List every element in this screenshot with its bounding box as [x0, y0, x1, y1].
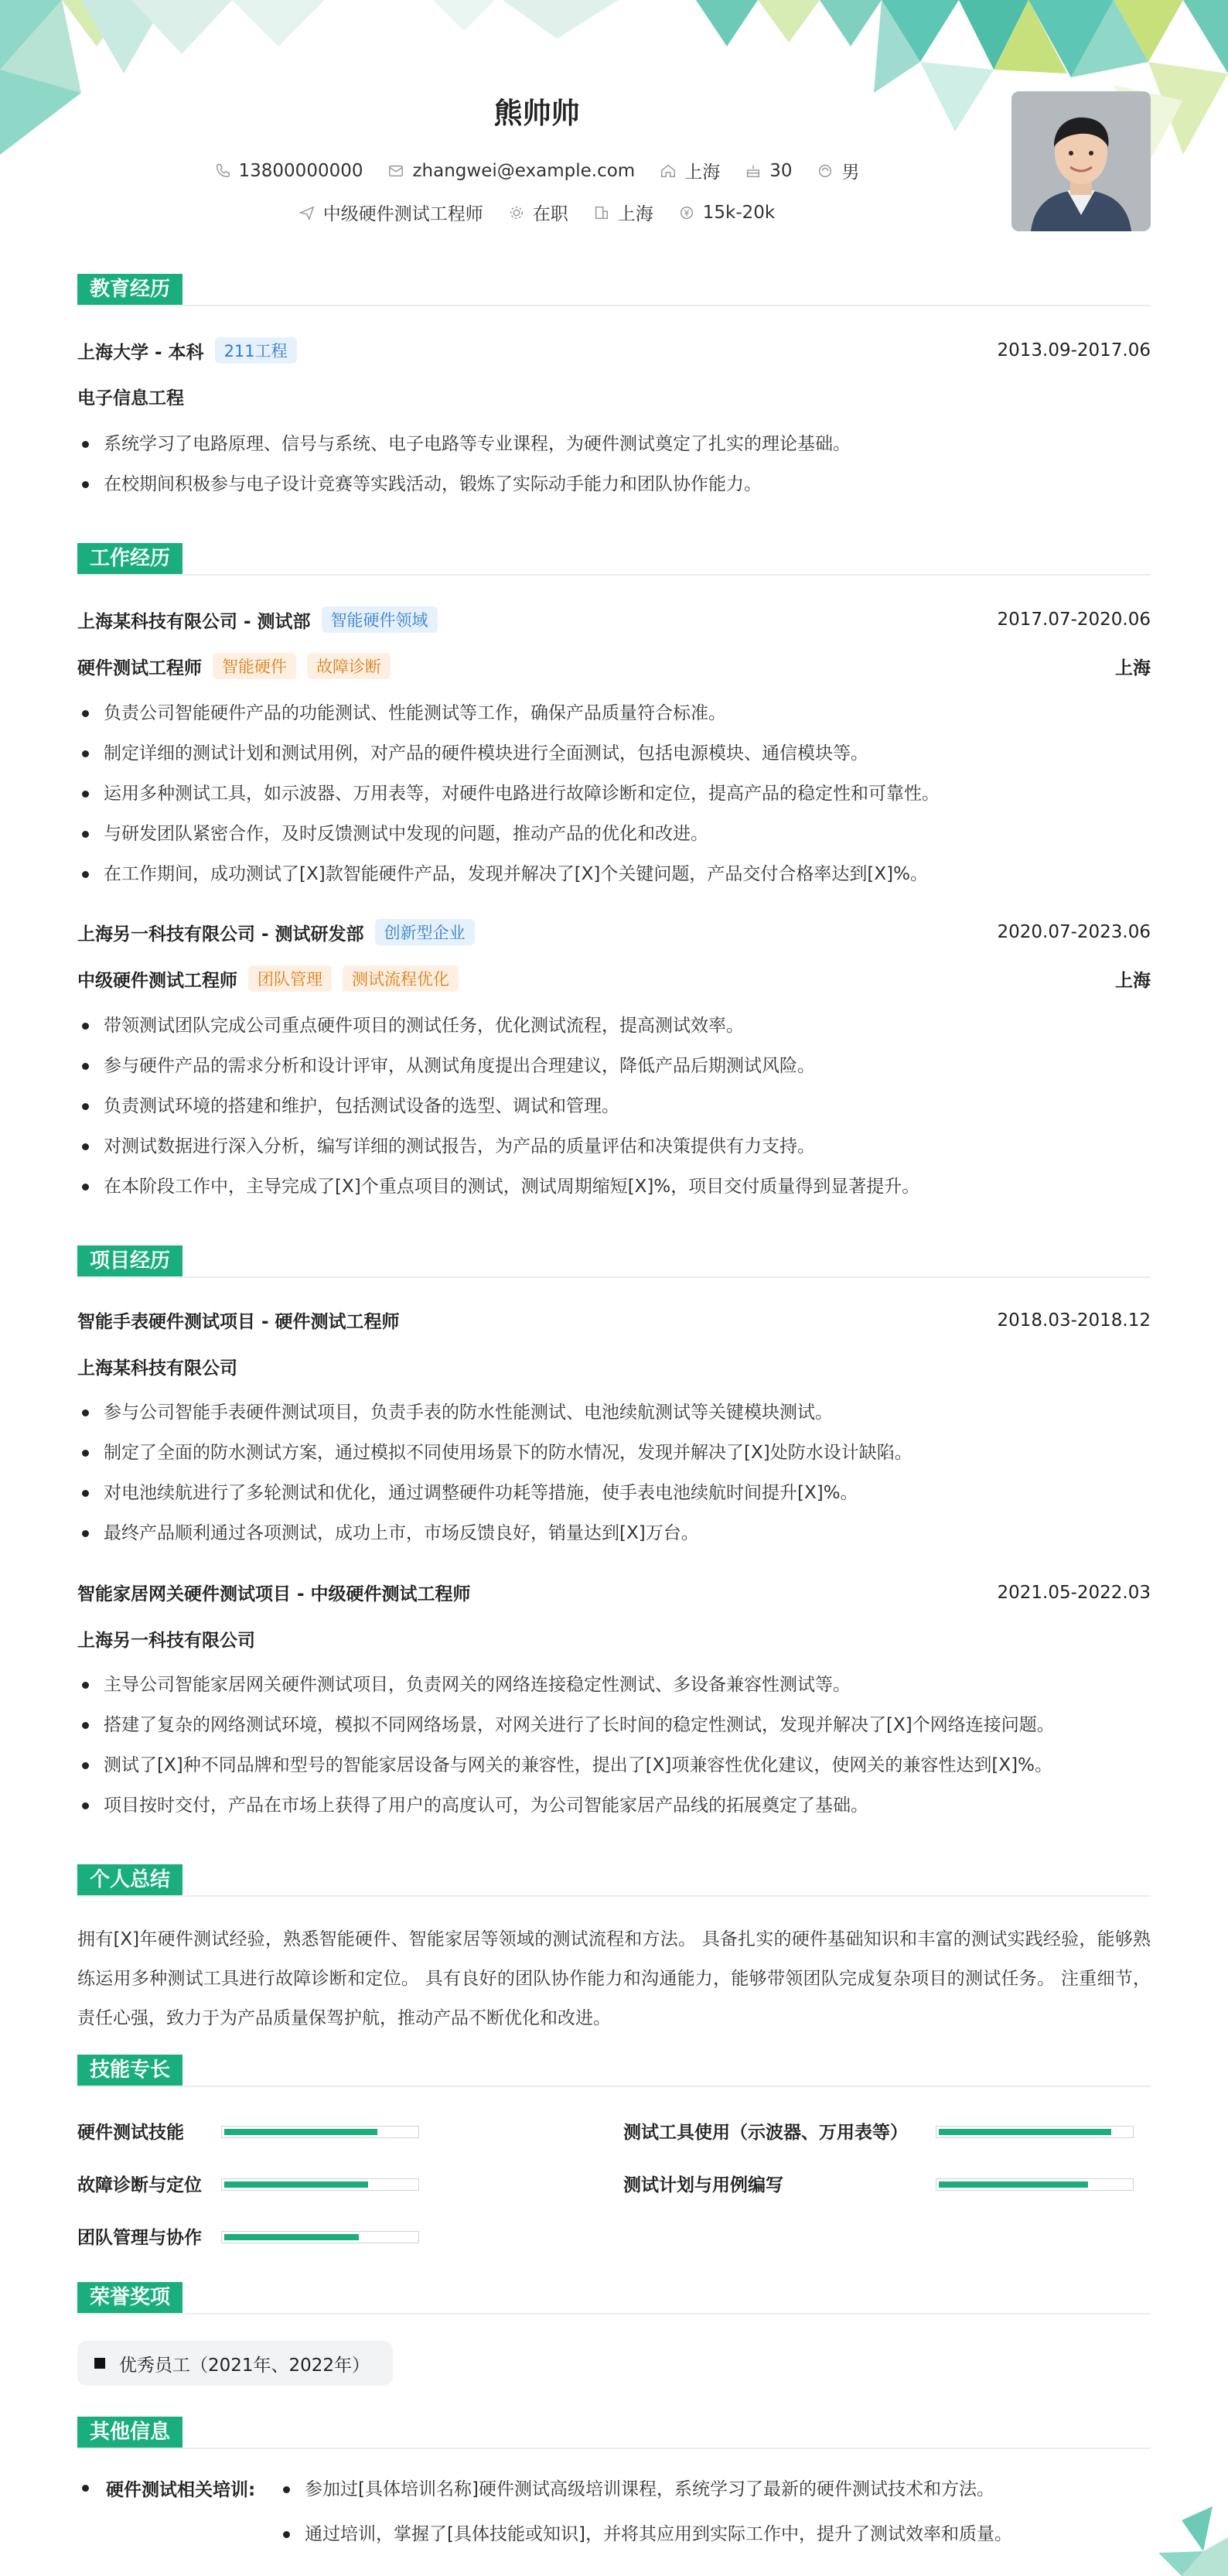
project-company-row: [77, 1626, 1151, 1652]
skill-bar: [936, 2126, 1134, 2138]
gear-icon: [508, 204, 525, 221]
list-item: 通过培训，掌握了[具体技能或知识]，并将其应用到实际工作中，提升了测试效率和质量。: [278, 2520, 1012, 2565]
honor-item: [77, 2341, 393, 2386]
phone-icon: [214, 162, 231, 179]
status-info: [508, 200, 568, 225]
job-bullets: [77, 1012, 1151, 1213]
phone-info: [214, 161, 363, 181]
section-title: 技能专长: [77, 2055, 182, 2086]
major-name: 电子信息工程: [77, 388, 184, 408]
list-item: 测试了[X]种不同品牌和型号的智能家居设备与网关的兼容性，提出了[X]项兼容性优化建议，使网关的兼容性达到[X]%。: [77, 1751, 1151, 1792]
list-item: 对电池续航进行了多轮测试和优化，通过调整硬件功耗等措施，使手表电池续航时间提升[X]%。: [77, 1479, 1151, 1519]
project-header: [77, 1580, 1151, 1605]
job-location: 上海: [1115, 970, 1151, 991]
job-bullets: [77, 699, 1151, 900]
honor-text: 优秀员工（2021年、2022年）: [119, 2355, 370, 2376]
position-info: [298, 200, 483, 225]
section-title: 教育经历: [77, 274, 182, 305]
cake-icon: [745, 162, 762, 179]
skill-bar: [221, 2178, 419, 2191]
age-text: 30: [769, 160, 793, 181]
project-bullets: [77, 1399, 1151, 1560]
skill-bar-fill: [939, 2129, 1111, 2135]
section-title: 个人总结: [77, 1864, 182, 1895]
list-item: 对测试数据进行深入分析，编写详细的测试报告，为产品的质量评估和决策提供有力支持。: [77, 1133, 1151, 1173]
corner-decoration: [1158, 2506, 1228, 2576]
list-item: 项目按时交付，产品在市场上获得了用户的高度认可，为公司智能家居产品线的拓展奠定了基础。: [77, 1792, 1151, 1832]
section-education: [77, 274, 1151, 306]
project-period: 2018.03-2018.12: [997, 1310, 1151, 1331]
education-header: [77, 337, 1151, 364]
city-info: [660, 158, 720, 183]
education-major-row: [77, 384, 1151, 409]
list-item: 制定详细的测试计划和测试用例，对产品的硬件模块进行全面测试，包括电源模块、通信模块等。: [77, 740, 1151, 780]
salary-text: 15k-20k: [702, 202, 776, 223]
project-period: 2021.05-2022.03: [997, 1582, 1151, 1603]
skill-bar: [936, 2178, 1134, 2191]
job-role-row: [77, 653, 1151, 679]
job-role: 硬件测试工程师: [77, 658, 202, 678]
skill-bar-fill: [224, 2129, 377, 2135]
skill-tag: 团队管理: [248, 965, 332, 992]
list-item: 参与公司智能手表硬件测试项目，负责手表的防水性能测试、电池续航测试等关键模块测试。: [77, 1399, 1151, 1439]
skill-label: 硬件测试技能: [77, 2123, 184, 2143]
job-header: [77, 606, 1151, 633]
list-item: 参加过[具体培训名称]硬件测试高级培训课程，系统学习了最新的硬件测试技术和方法。: [278, 2475, 1012, 2520]
school-name: 上海大学 - 本科: [77, 342, 204, 363]
project-company: 上海某科技有限公司: [77, 1358, 237, 1379]
skill-bar-fill: [224, 2181, 368, 2188]
skill-label: 测试工具使用（示波器、万用表等）: [623, 2123, 908, 2143]
project-company-row: [77, 1354, 1151, 1379]
building-icon: [593, 204, 610, 221]
home-icon: [660, 162, 677, 179]
list-item: 搭建了复杂的网络测试环境，模拟不同网络场景，对网关进行了长时间的稳定性测试，发现并解决了[X]个网络连接问题。: [77, 1711, 1151, 1751]
square-bullet-icon: [94, 2358, 105, 2369]
target-city-text: 上海: [617, 204, 653, 224]
section-other: [77, 2417, 1151, 2449]
list-item: 最终产品顺利通过各项测试，成功上市，市场反馈良好，销量达到[X]万台。: [77, 1519, 1151, 1560]
section-title: 其他信息: [77, 2417, 182, 2448]
list-item: 在校期间积极参与电子设计竞赛等实践活动，锻炼了实际动手能力和团队协作能力。: [77, 470, 1151, 511]
gender-info: [817, 158, 859, 183]
money-icon: [678, 204, 695, 221]
list-item: 系统学习了电路原理、信号与系统、电子电路等专业课程，为硬件测试奠定了扎实的理论基础。: [77, 430, 1151, 470]
avatar: [1011, 91, 1151, 231]
target-city-info: [593, 200, 653, 225]
skill-tag: 测试流程优化: [343, 965, 459, 992]
bullet-dot-icon: [82, 2485, 89, 2492]
other-bullets: [278, 2475, 1012, 2565]
section-skills: [77, 2055, 1151, 2087]
list-item: 带领测试团队完成公司重点硬件项目的测试任务，优化测试流程，提高测试效率。: [77, 1012, 1151, 1052]
job-role-row: [77, 965, 1151, 992]
company-name: 上海某科技有限公司 - 测试部: [77, 611, 311, 632]
contact-row: [77, 158, 996, 183]
company-name: 上海另一科技有限公司 - 测试研发部: [77, 924, 364, 945]
salary-info: [678, 203, 775, 223]
skill-tag: 智能硬件: [213, 653, 296, 679]
section-summary: [77, 1864, 1151, 1897]
list-item: 与研发团队紧密合作，及时反馈测试中发现的问题，推动产品的优化和改进。: [77, 820, 1151, 860]
skill-bar: [221, 2126, 419, 2138]
project-company: 上海另一科技有限公司: [77, 1631, 255, 1651]
other-item: [77, 2475, 255, 2501]
list-item: 在本阶段工作中，主导完成了[X]个重点项目的测试，测试周期缩短[X]%，项目交付质量得到显著提升。: [77, 1173, 1151, 1213]
skill-label: 团队管理与协作: [77, 2228, 202, 2248]
list-item: 运用多种测试工具，如示波器、万用表等，对硬件电路进行故障诊断和定位，提高产品的稳定性和可靠性。: [77, 780, 1151, 820]
skill-tag: 故障诊断: [307, 653, 391, 679]
job-location: 上海: [1115, 658, 1151, 678]
job-role: 中级硬件测试工程师: [77, 970, 237, 991]
age-info: [745, 161, 792, 181]
list-item: 负责公司智能硬件产品的功能测试、性能测试等工作，确保产品质量符合标准。: [77, 699, 1151, 740]
skill-bar: [221, 2231, 419, 2243]
project-header: [77, 1307, 1151, 1333]
section-projects: [77, 1245, 1151, 1278]
project-bullets: [77, 1671, 1151, 1832]
summary-text: 拥有[X]年硬件测试经验，熟悉智能硬件、智能家居等领域的测试流程和方法。 具备扎实的硬件基础知识和丰富的测试实践经验，能够熟练运用多种测试工具进行故障诊断和定位。 具有良好的团队协作能力和沟通能力，能够带领团队完成复杂项目的测试任务。 注重细节，责任心强，致力于为产品质量保驾护航，推动产品不断优化和改进。: [77, 1929, 1151, 2028]
project-name: 智能手表硬件测试项目 - 硬件测试工程师: [77, 1312, 400, 1332]
avatar-photo: [1011, 91, 1151, 231]
section-honors: [77, 2282, 1151, 2315]
list-item: 制定了全面的防水测试方案，通过模拟不同使用场景下的防水情况，发现并解决了[X]处防水设计缺陷。: [77, 1439, 1151, 1479]
skill-bar-fill: [939, 2181, 1088, 2188]
skill-label: 测试计划与用例编写: [623, 2175, 783, 2195]
email-text: zhangwei@example.com: [412, 160, 636, 181]
list-item: 参与硬件产品的需求分析和设计评审，从测试角度提出合理建议，降低产品后期测试风险。: [77, 1052, 1151, 1092]
company-tag: 创新型企业: [375, 919, 475, 945]
other-label: 硬件测试相关培训:: [106, 2480, 256, 2500]
candidate-name: 熊帅帅: [493, 97, 580, 130]
section-title: 工作经历: [77, 543, 182, 574]
section-work: [77, 543, 1151, 576]
position-text: 中级硬件测试工程师: [322, 204, 483, 224]
education-bullets: [77, 430, 1151, 511]
school-tag: 211工程: [215, 337, 297, 364]
phone-text: 13800000000: [238, 160, 363, 181]
gender-icon: [817, 162, 834, 179]
skill-label: 故障诊断与定位: [77, 2175, 202, 2195]
company-tag: 智能硬件领域: [322, 606, 438, 633]
job-intent-row: [77, 200, 996, 225]
email-info: [387, 161, 635, 181]
list-item: 负责测试环境的搭建和维护，包括测试设备的选型、调试和管理。: [77, 1092, 1151, 1133]
section-title: 荣誉奖项: [77, 2282, 182, 2313]
send-icon: [298, 204, 316, 221]
gender-text: 男: [841, 162, 860, 183]
project-name: 智能家居网关硬件测试项目 - 中级硬件测试工程师: [77, 1584, 471, 1604]
job-period: 2020.07-2023.06: [997, 922, 1151, 942]
education-period: 2013.09-2017.06: [997, 340, 1151, 360]
job-header: [77, 919, 1151, 945]
list-item: 主导公司智能家居网关硬件测试项目，负责网关的网络连接稳定性测试、多设备兼容性测试等。: [77, 1671, 1151, 1711]
skill-bar-fill: [224, 2234, 359, 2240]
mail-icon: [387, 162, 404, 179]
status-text: 在职: [532, 204, 568, 224]
section-title: 项目经历: [77, 1245, 182, 1276]
list-item: 在工作期间，成功测试了[X]款智能硬件产品，发现并解决了[X]个关键问题，产品交付合格率达到[X]%。: [77, 860, 1151, 900]
job-period: 2017.07-2020.06: [997, 610, 1151, 630]
city-text: 上海: [684, 162, 721, 183]
